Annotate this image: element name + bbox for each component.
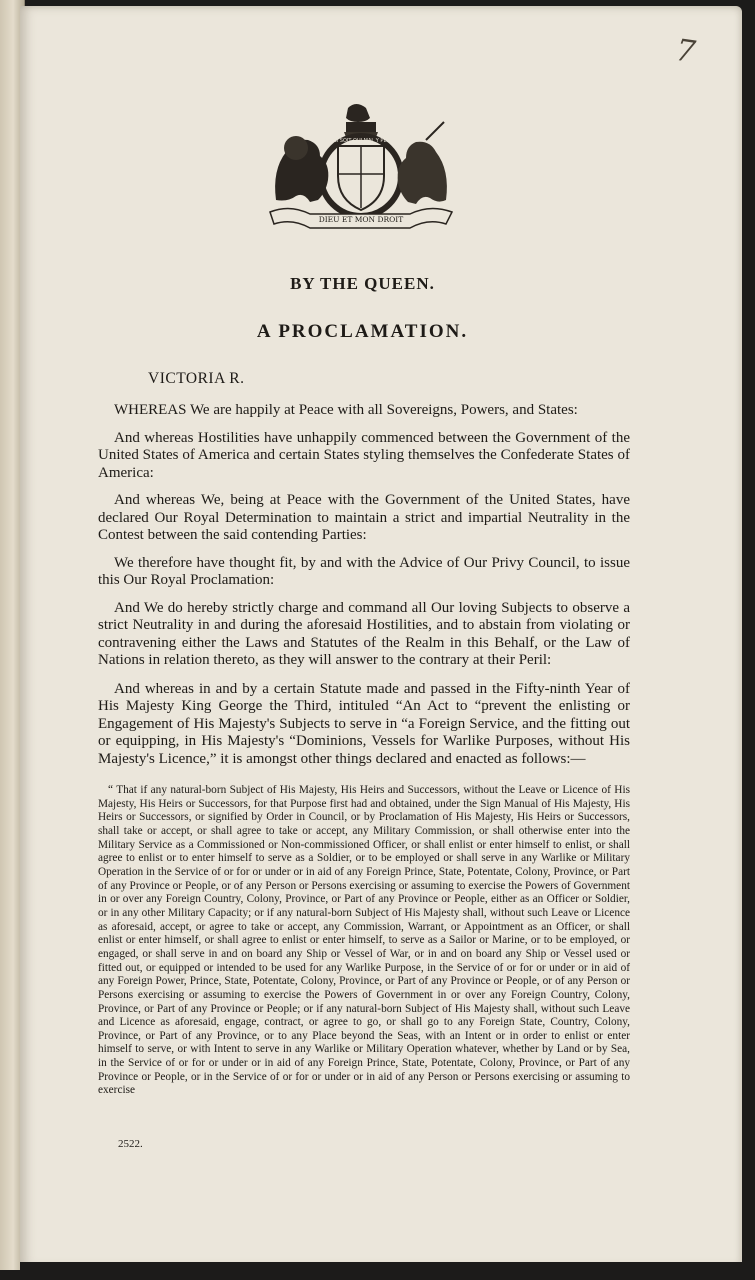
coat-of-arms-icon bbox=[266, 100, 456, 230]
paragraph: We therefore have thought fit, by and with the Advice of Our Privy Council, to issue this Our Royal Proclamation: bbox=[98, 554, 630, 588]
by-the-queen-heading: BY THE QUEEN. bbox=[290, 274, 435, 293]
paragraph: And whereas We, being at Peace with the Government of the United States, have declared Our Royal Determination to maintain a strict and impartial Neutrality in the Contest between the said contending Parties: bbox=[98, 492, 630, 543]
page-bottom-shadow bbox=[20, 1262, 742, 1280]
page-number: 7 bbox=[673, 32, 698, 71]
royal-signature: VICTORIA R. bbox=[148, 370, 245, 387]
motto-text: DIEU ET MON DROIT bbox=[318, 215, 404, 224]
statute-quotation: “ That if any natural-born Subject of His Majesty, His Heirs and Successors, without the Leave or Licence of His Majesty, His Heirs or Successors, for that Purpose first had and obtained, under the Sign Manual of His Majesty, His Heirs or Successors, or signified by Order in Council, or by Proclamation of His Majesty, His Heirs or Successors, shall take or accept, or shall agree to take or accept, any Military Commission, or shall otherwise enter into the Military Service as a Commissioned or Non-commissioned Officer, or shall enlist or enter himself to enlist, or shall agree to enlist or to enter himself to serve as a Soldier, or to be employed or shall serve in any Warlike or Military Operation in the Service of or for or under or in aid of any Foreign Prince, State, Potentate, Colony, Province, or Part of any Province or People, or of any Person or Persons exercising or assuming to exercise the Powers of Government in or over any Foreign Country, Colony, Province, or Part of any Province or People, either as an Officer or Soldier, or in any other Military Capacity; or if any natural-born Subject of His Majesty shall, without such Leave or Licence as aforesaid, accept, or agree to take or accept, any Commission, Warrant, or Appointment as an Officer, or shall enlist or enter himself, or shall agree to enlist or enter himself, to serve as a Sailor or Marine, or to be employed, or engaged, or shall serve in and on board any Ship or Vessel of War, or in and on board any Ship or Vessel used or fitted out, or equipped or intended to be used for any Warlike Purpose, in the Service of or for or under or in aid of any Foreign Power, Prince, State, Potentate, Colony, Province, or Part of any Province or People, or of any Person or Persons exercising or assuming to exercise the Powers of Government in or over any Foreign Country, Colony, Province, or Part of any Province or People; or if any natural-born Subject of His Majesty shall, without such Leave and Licence as aforesaid, engage, contract, or agree to go, or shall go to any Foreign State, Country, Colony, Province, or Part of any Province, or to any Place beyond the Seas, with an Intent or in order to enlist or enter himself to serve, or with Intent to serve in any Warlike or Military Operation whatever, whether by Land or by Sea, in the Service of or for or under or in aid of any Foreign Prince, State, Potentate, Colony, Province, or Part of any Province or People, or in the Service of or for or under or in aid of any Person or Persons exercising or assuming to exercise bbox=[98, 784, 630, 1097]
paragraph: WHEREAS We are happily at Peace with all Sovereigns, Powers, and States: bbox=[114, 402, 578, 418]
paragraph: And We do hereby strictly charge and command all Our loving Subjects to observe a strict Neutrality in and during the aforesaid Hostilities, and to abstain from violating or contravening either the Laws and Statutes of the Realm in this Behalf, or the Law of Nations in relation thereto, as they will answer to the contrary at their Peril: bbox=[98, 599, 630, 668]
paragraph: And whereas in and by a certain Statute made and passed in the Fifty-ninth Year of His Majesty King George the Third, intituled “An Act to “prevent the enlisting or Engagement of His Majesty's Subjects to serve in “a Foreign Service, and the fitting out or equipping, in His Majesty's “Dominions, Vessels for Warlike Purposes, without His Majesty's Licence,” it is amongst other things declared and enacted as follows:— bbox=[98, 680, 630, 767]
paragraph: And whereas Hostilities have unhappily commenced between the Government of the United States of America and certain States styling themselves the Confederate States of America: bbox=[98, 429, 630, 481]
garter-motto-text: HONI SOIT QUI MAL Y PENSE bbox=[325, 138, 397, 144]
document-page bbox=[20, 6, 742, 1268]
print-number: 2522. bbox=[118, 1138, 143, 1150]
proclamation-body bbox=[98, 402, 630, 778]
proclamation-title: A PROCLAMATION. bbox=[256, 321, 469, 342]
royal-coat-of-arms bbox=[266, 100, 456, 230]
